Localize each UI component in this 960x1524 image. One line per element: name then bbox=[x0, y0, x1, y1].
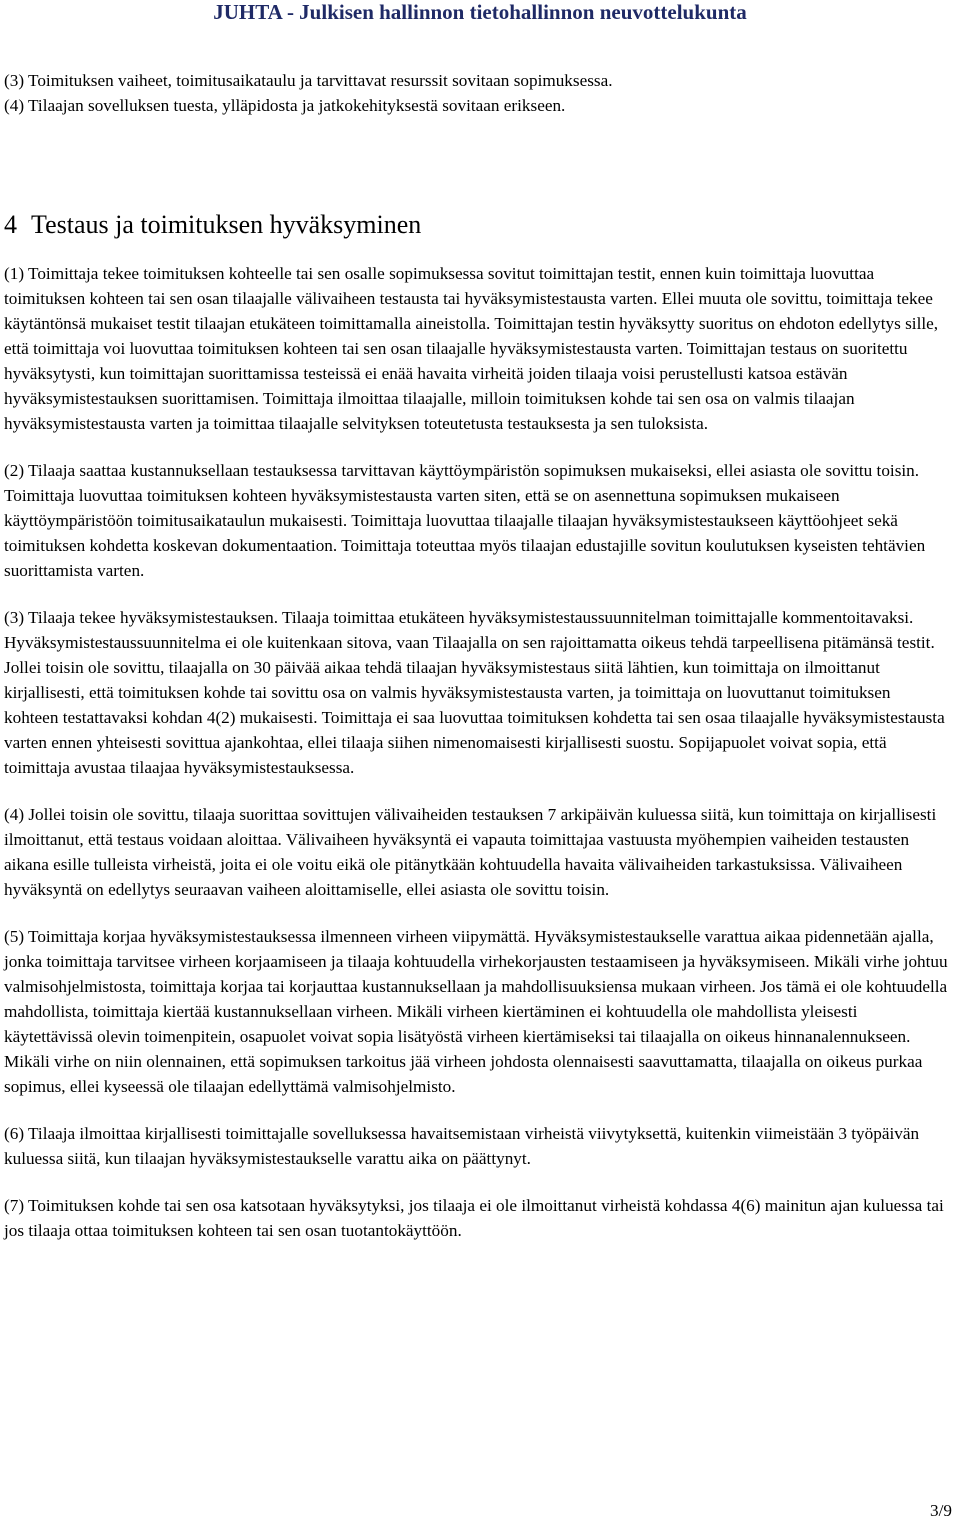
section-number: 4 bbox=[4, 210, 17, 239]
document-header: JUHTA - Julkisen hallinnon tietohallinnon neuvottelukunta bbox=[213, 0, 747, 24]
paragraph-3-intro: (3) Toimituksen vaiheet, toimitusaikataulu ja tarvittavat resurssit sovitaan sopimuksessa. bbox=[4, 71, 613, 90]
paragraph-4: (4) Jollei toisin ole sovittu, tilaaja suorittaa sovittujen välivaiheiden testauksen 7 arkipäivän kuluessa siitä, kun toimittaja on kirjallisesti ilmoittanut, että testaus voidaan aloittaa. Välivaiheen hyväksyntä ei vapauta toimittajaa vastuusta myöhempien vaiheiden testausten aikana esille tulleista virheistä, joita ei ole voitu eikä ole pitänytkään kohtuudella havaita välivaiheiden tarkastuksissa. Välivaiheen hyväksyntä on edellytys seuraavan vaiheen aloittamiselle, ellei asiasta ole sovittu toisin. bbox=[4, 805, 937, 899]
section-heading bbox=[4, 208, 421, 242]
paragraph-5: (5) Toimittaja korjaa hyväksymistestauksessa ilmenneen virheen viipymättä. Hyväksymistestaukselle varattua aikaa pidennetään ajalla, jonka toimittaja tarvitsee virheen korjaamiseen ja tilaaja kohtuudella virhekorjausten testaamiseen ja hyväksymiseen. Mikäli virhe johtuu valmisohjelmistosta, toimittaja korjaa tai korjauttaa kustannuksellaan ja mahdollisuuksiensa mukaan virheen. Jos tämä ei ole kohtuudella mahdollista, toimittaja kiertää kustannuksellaan virheen. Mikäli virheen kiertäminen ei kohtuudella ole mahdollista yleisesti käytettävissä olevin toimenpitein, osapuolet voivat sopia lisätyöstä virheen kiertämiseksi tai tilaajalla on oikeus hinnanalennukseen. Mikäli virhe on niin olennainen, että sopimuksen tarkoitus jää virheen johdosta olennaisesti saavuttamatta, tilaajalla on oikeus purkaa sopimus, ellei kyseessä ole tilaajan edellyttämä valmisohjelmisto. bbox=[4, 927, 948, 1096]
section-title: Testaus ja toimituksen hyväksyminen bbox=[31, 210, 422, 239]
page-number: 3/9 bbox=[930, 1501, 952, 1520]
paragraph-6: (6) Tilaaja ilmoittaa kirjallisesti toimittajalle sovelluksessa havaitsemistaan virheistä viivytyksettä, kuitenkin viimeistään 3 työpäivän kuluessa siitä, kun tilaajan hyväksymistestaukselle varattu aika on päättynyt. bbox=[4, 1124, 920, 1168]
section-body bbox=[4, 261, 948, 1265]
paragraph-1: (1) Toimittaja tekee toimituksen kohteelle tai sen osalle sopimuksessa sovitut toimittajan testit, ennen kuin toimittaja luovuttaa toimituksen kohteen tai sen osan tilaajalle välivaiheen testausta tai hyväksymistestausta varten. Ellei muuta ole sovittu, toimittaja tekee käytäntönsä mukaiset testit tilaajan etukäteen toimittamalla aineistolla. Toimittajan testin hyväksytty suoritus on ehdoton edellytys sille, että toimittaja voi luovuttaa toimituksen kohteen tai sen osan tilaajalle hyväksymistestausta varten. Toimittajan testaus on suoritettu hyväksytysti, kun toimittajan suorittamissa testeissä ei enää havaita virheitä joiden tilaaja voisi perustellusti katsoa estävän hyväksymistestauksen suorittamisen. Toimittaja ilmoittaa tilaajalle, milloin toimituksen kohde tai sen osa on valmis tilaajan hyväksymistestausta varten ja toimittaa tilaajalle selvityksen toteutetusta testauksesta ja sen tuloksista. bbox=[4, 264, 939, 433]
paragraph-4-intro: (4) Tilaajan sovelluksen tuesta, ylläpidosta ja jatkokehityksestä sovitaan erikseen. bbox=[4, 96, 566, 115]
paragraph-3: (3) Tilaaja tekee hyväksymistestauksen. Tilaaja toimittaa etukäteen hyväksymistestaussuunnitelman toimittajalle kommentoitavaksi. Hyväksymistestaussuunnitelma ei ole kuitenkaan sitova, vaan Tilaajalla on sen rajoittamatta oikeus tehdä tarpeellisena pitämänsä testit. Jollei toisin ole sovittu, tilaajalla on 30 päivää aikaa tehdä tilaajan hyväksymistestaus siitä lähtien, kun toimittaja on ilmoittanut kirjallisesti, että toimituksen kohde tai sovittu osa on valmis hyväksymistestausta varten, ja toimittaja on luovuttanut toimituksen kohteen testattavaksi kohdan 4(2) mukaisesti. Toimittaja ei saa luovuttaa toimituksen kohdetta tai sen osaa tilaajalle hyväksymistestausta varten ennen yhteisesti sovittua ajankohtaa, ellei tilaaja siihen nimenomaisesti kirjallisesti suostu. Sopijapuolet voivat sopia, että toimittaja avustaa tilaajaa hyväksymistestauksessa. bbox=[4, 608, 945, 777]
intro-section bbox=[4, 68, 948, 118]
paragraph-7: (7) Toimituksen kohde tai sen osa katsotaan hyväksytyksi, jos tilaaja ei ole ilmoittanut virheistä kohdassa 4(6) mainitun ajan kuluessa tai jos tilaaja ottaa toimituksen kohteen tai sen osan tuotantokäyttöön. bbox=[4, 1196, 944, 1240]
paragraph-2: (2) Tilaaja saattaa kustannuksellaan testauksessa tarvittavan käyttöympäristön sopimuksen mukaiseksi, ellei asiasta ole sovittu toisin. Toimittaja luovuttaa toimituksen kohteen hyväksymistestausta varten siten, että se on asennettuna sopimuksen mukaiseen käyttöympäristöön toimitusaikataulun mukaisesti. Toimittaja luovuttaa tilaajalle tilaajan hyväksymistestaukseen käyttöohjeet sekä toimituksen kohdetta koskevan dokumentaation. Toimittaja toteuttaa myös tilaajan edustajille sovitun koulutuksen kyseisten tehtävien suorittamista varten. bbox=[4, 461, 926, 580]
